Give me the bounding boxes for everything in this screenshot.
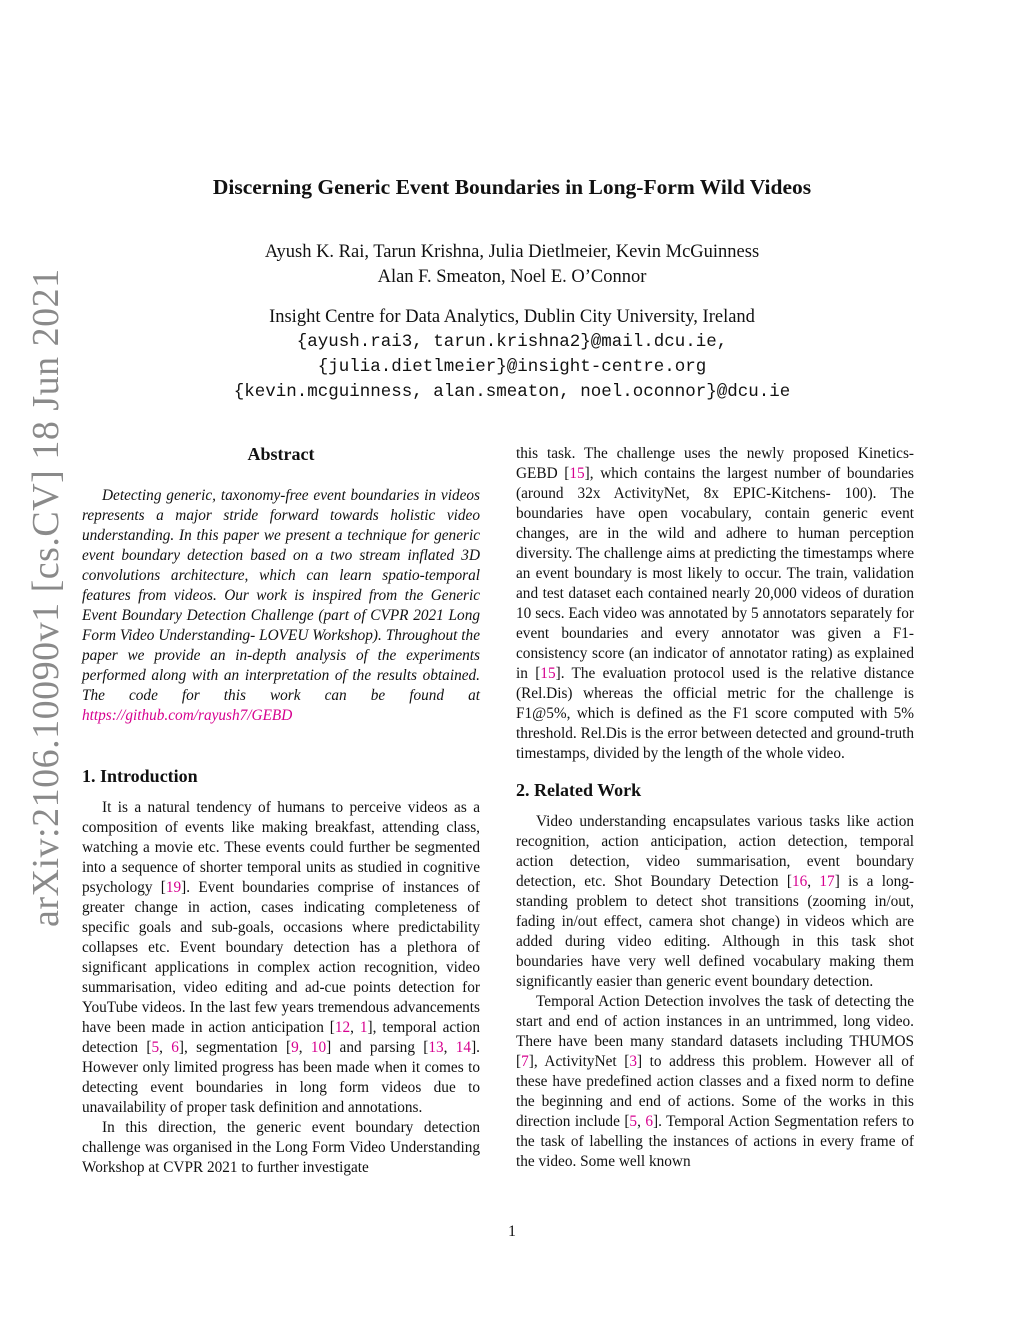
citation-link[interactable]: 10 — [310, 1039, 327, 1056]
introduction-paragraph-2: In this direction, the generic event boundary detection challenge was organised in the Long Form Video Understanding Workshop at CVPR 2021 to further investigate — [82, 1119, 480, 1176]
citation-link[interactable]: 3 — [629, 1053, 637, 1070]
citation-link[interactable]: 15 — [569, 465, 585, 482]
page-number: 1 — [508, 1223, 516, 1240]
abstract-heading: Abstract — [247, 444, 315, 464]
arxiv-identifier: arXiv:2106.10090v1 [cs.CV] 18 Jun 2021 — [25, 268, 67, 927]
abstract-body: Detecting generic, taxonomy-free event boundaries in videos represents a major stride forward towards holistic video understanding. In this paper we present a technique for generic event boundary detection based on a two stream inflated 3D convolutions architecture, which can learn spatio-temporal features from videos. Our work is inspired from the Generic Event Boundary Detection Challenge (part of CVPR 2021 Long Form Video Understanding- LOVEU Workshop). Throughout the paper we provide an in-depth analysis of the experiments performed along with an interpretation of the results obtained. The code for this work can be found at — [82, 487, 480, 704]
right-column — [516, 444, 914, 1172]
author-line-1: Ayush K. Rai, Tarun Krishna, Julia Dietlmeier, Kevin McGuinness — [264, 242, 760, 262]
citation-link[interactable]: 13 — [428, 1039, 444, 1056]
author-line-2: Alan F. Smeaton, Noel E. O’Connor — [377, 267, 647, 287]
code-link[interactable]: https://github.com/rayush7/GEBD — [82, 707, 293, 724]
introduction-paragraph-1: It is a natural tendency of humans to perceive videos as a composition of events like making breakfast, attending class, watching a movie etc. These events could further be segmented into a sequence of shorter temporal units as studied in cognitive psychology [19]. Event boundaries comprise of instances of greater change in action, cases indicating completeness of specific goals and sub-goals, occasions where predictability collapses etc. Event boundary detection has a plethora of significant applications in complex action recognition, video summarisation, video editing and ad-cue points detection for YouTube videos. In the last few years tremendous advancements have been made in action anticipation [12, 1], temporal action detection [5, 6], segmentation [9, 10] and parsing [13, 14]. However only limited progress has been made when it comes to detecting event boundaries in long form videos due to unavailability of proper task definition and annotations. — [82, 799, 481, 1116]
author-list — [0, 240, 1024, 290]
left-column — [82, 486, 480, 1178]
email-line-2: {julia.dietlmeier}@insight-centre.org — [317, 357, 707, 377]
paper-title: Discerning Generic Event Boundaries in Long-Form Wild Videos — [212, 175, 812, 199]
citation-link[interactable]: 9 — [291, 1039, 299, 1056]
citation-link[interactable]: 6 — [171, 1039, 179, 1056]
citation-link[interactable]: 6 — [645, 1113, 654, 1130]
introduction-heading: 1. Introduction — [82, 766, 198, 786]
abstract-text — [82, 486, 480, 726]
citation-link[interactable]: 14 — [455, 1039, 472, 1056]
related-work-paragraph-2: Temporal Action Detection involves the task of detecting the start and end of action instances in an untrimmed, long video. There have been many standard datasets including THUMOS [7], ActivityNet [3] to address this problem. However all of these have predefined action classes and a fixed norm to define the beginning and end of actions. Some of the works in this direction include [5, 6]. Temporal Action Segmentation refers to the task of labelling the instances of actions in every frame of the video. Some well known — [516, 993, 915, 1170]
citation-link[interactable]: 5 — [629, 1113, 638, 1130]
citation-link[interactable]: 16 — [791, 873, 808, 890]
citation-link[interactable]: 7 — [521, 1053, 529, 1070]
affiliation-block — [0, 305, 1024, 405]
citation-link[interactable]: 5 — [151, 1039, 160, 1056]
institution: Insight Centre for Data Analytics, Dublin City University, Ireland — [269, 307, 755, 327]
challenge-paragraph: this task. The challenge uses the newly proposed Kinetics-GEBD [15], which contains the largest number of boundaries (around 32x ActivityNet, 8x EPIC-Kitchens- 100). The boundaries have open vocabulary, contain generic event changes, are in the wild and adhere to human perception diversity. The challenge aims at predicting the timestamps where an event boundary is most likely to occur. The train, validation and test dataset each contained nearly 20,000 videos of duration 10 secs. Each video was annotated by 5 annotators separately for event boundaries and every annotator was given a F1-consistency score (an indicator of annotator rating) as explained in [15]. The evaluation protocol used is the relative distance (Rel.Dis) whereas the official metric for the challenge is F1@5%, which is defined as the F1 score computed with 5% threshold. Rel.Dis is the error between detected and ground-truth timestamps, divided by the length of the whole video. — [516, 445, 915, 762]
citation-link[interactable]: 1 — [359, 1019, 368, 1036]
related-work-paragraph-1: Video understanding encapsulates various tasks like action recognition, action anticipation, action detection, temporal action detection, video summarisation, event boundary detection, etc. Shot Boundary Detection [16, 17] is a long-standing problem to detect shot transitions (zooming in/out, fading in/out effect, camera shot change) in videos which are added during video editing. Although in this task shot boundaries have very well defined vocabulary making them significantly easier than generic event boundary detection. — [516, 813, 914, 990]
email-line-3: {kevin.mcguinness, alan.smeaton, noel.oconnor}@dcu.ie — [233, 382, 791, 402]
citation-link[interactable]: 15 — [540, 665, 556, 682]
citation-link[interactable]: 19 — [165, 879, 182, 896]
related-work-heading: 2. Related Work — [516, 780, 642, 800]
email-line-1: {ayush.rai3, tarun.krishna2}@mail.dcu.ie, — [296, 332, 728, 352]
citation-link[interactable]: 17 — [819, 873, 835, 890]
citation-link[interactable]: 12 — [334, 1019, 351, 1036]
